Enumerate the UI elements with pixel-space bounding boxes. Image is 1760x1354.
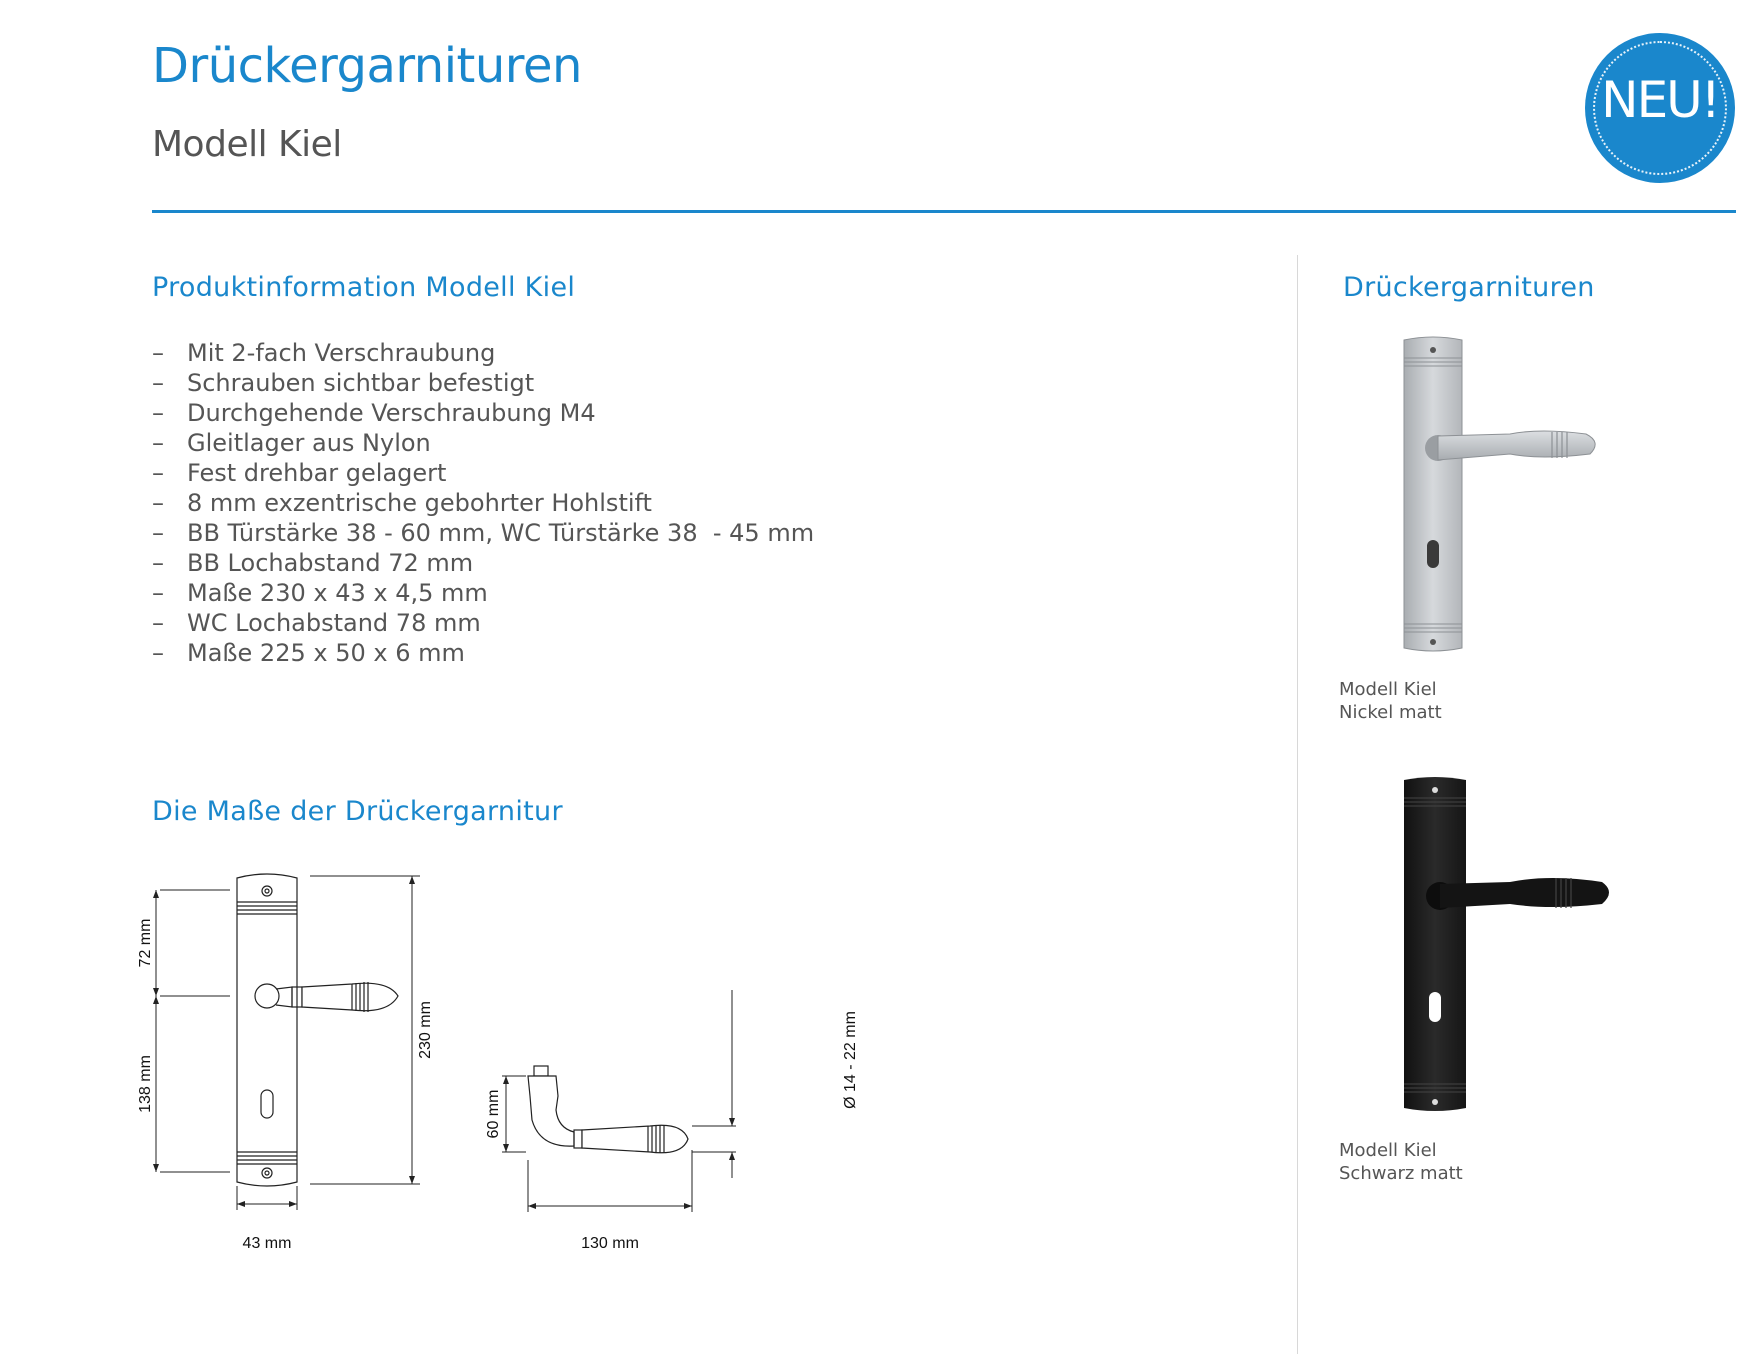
lever-side-icon (528, 1066, 688, 1153)
dim-label-60: 60 mm (485, 1089, 502, 1139)
header-divider (152, 210, 1736, 213)
feature-text: BB Türstärke 38 - 60 mm, WC Türstärke 38 - 45 mm (187, 519, 815, 547)
feature-text: Mit 2-fach Verschraubung (187, 339, 496, 367)
bullet-dash: – (152, 339, 164, 367)
backplate-outline (237, 874, 297, 1186)
bullet-dash: – (152, 399, 164, 427)
feature-item (152, 428, 814, 458)
product-model: Modell Kiel (1339, 679, 1437, 700)
product-caption-nickel (1339, 678, 1442, 724)
bullet-dash: – (152, 519, 164, 547)
feature-text: Maße 230 x 43 x 4,5 mm (187, 579, 488, 607)
feature-item (152, 548, 814, 578)
new-badge (1585, 33, 1735, 183)
column-divider (1297, 255, 1298, 1354)
bullet-dash: – (152, 489, 164, 517)
feature-text: Schrauben sichtbar befestigt (187, 369, 535, 397)
feature-item (152, 338, 814, 368)
product-finish: Nickel matt (1339, 702, 1442, 723)
feature-text: Maße 225 x 50 x 6 mm (187, 639, 465, 667)
product-finish: Schwarz matt (1339, 1163, 1463, 1184)
feature-text: Fest drehbar gelagert (187, 459, 447, 487)
product-caption-black (1339, 1139, 1463, 1185)
page-title: Drückergarnituren (152, 38, 582, 94)
dim-label-230: 230 mm (417, 1001, 434, 1059)
feature-item (152, 398, 814, 428)
feature-text: Durchgehende Verschraubung M4 (187, 399, 596, 427)
dim-label-72: 72 mm (137, 918, 154, 968)
bullet-dash: – (152, 369, 164, 397)
feature-text: BB Lochabstand 72 mm (187, 549, 474, 577)
feature-item (152, 518, 814, 548)
product-info-heading: Produktinformation Modell Kiel (152, 272, 576, 303)
bullet-dash: – (152, 429, 164, 457)
feature-text: 8 mm exzentrische gebohrter Hohlstift (187, 489, 652, 517)
black-handle-icon (1390, 770, 1620, 1120)
feature-item (152, 578, 814, 608)
dim-label-diameter: Ø 14 - 22 mm (842, 1011, 859, 1109)
nickel-handle-icon (1390, 330, 1610, 660)
product-model: Modell Kiel (1339, 1140, 1437, 1161)
feature-item (152, 638, 814, 668)
bullet-dash: – (152, 549, 164, 577)
bullet-dash: – (152, 459, 164, 487)
feature-item (152, 608, 814, 638)
bullet-dash: – (152, 579, 164, 607)
sidebar-heading: Drückergarnituren (1343, 272, 1595, 303)
feature-text: WC Lochabstand 78 mm (187, 609, 481, 637)
dim-label-130: 130 mm (581, 1235, 639, 1252)
bullet-dash: – (152, 639, 164, 667)
feature-text: Gleitlager aus Nylon (187, 429, 431, 457)
dim-label-43: 43 mm (242, 1235, 292, 1252)
dimension-drawing (130, 860, 890, 1280)
feature-item (152, 458, 814, 488)
feature-item (152, 368, 814, 398)
bullet-dash: – (152, 609, 164, 637)
dim-label-138: 138 mm (137, 1055, 154, 1113)
badge-text: NEU! (1601, 71, 1719, 129)
page-subtitle: Modell Kiel (152, 124, 342, 165)
feature-list (152, 338, 814, 668)
feature-item (152, 488, 814, 518)
dimensions-heading: Die Maße der Drückergarnitur (152, 796, 563, 827)
